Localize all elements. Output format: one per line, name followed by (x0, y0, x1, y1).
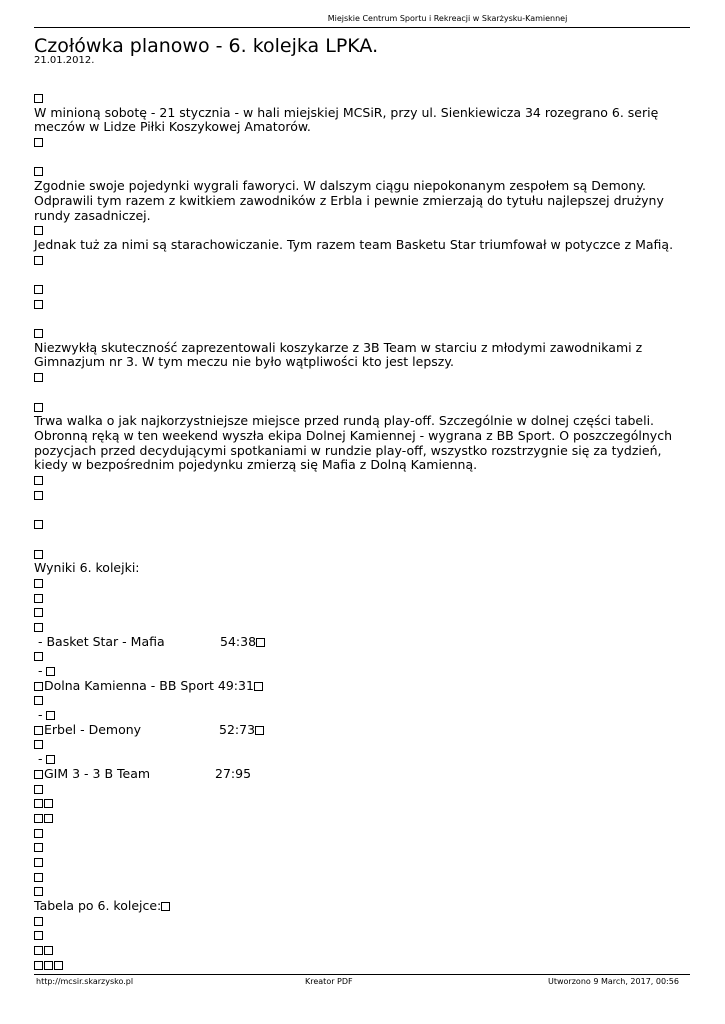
placeholder-box-icon (44, 946, 53, 955)
placeholder-box-icon (161, 902, 170, 911)
placeholder-box-icon (34, 520, 43, 529)
box-line (34, 576, 684, 591)
box-line (34, 370, 684, 385)
dash: - (34, 663, 47, 678)
placeholder-box-icon (34, 814, 43, 823)
box-line (34, 400, 684, 415)
placeholder-box-icon (34, 94, 43, 103)
box-line (34, 693, 684, 708)
result-match: - Basket Star - Mafia (34, 633, 165, 649)
placeholder-box-icon (34, 785, 43, 794)
result-score: 52:73 (219, 721, 256, 737)
result-row (34, 723, 684, 738)
dash-line (34, 664, 684, 679)
box-line (34, 297, 684, 312)
placeholder-box-icon (34, 550, 43, 559)
box-line (34, 473, 684, 488)
footer-generator: Kreator PDF (305, 977, 353, 986)
box-line (34, 517, 684, 532)
placeholder-box-icon (34, 491, 43, 500)
placeholder-box-icon (34, 682, 43, 691)
box-line (34, 796, 684, 811)
paragraph-favorites: Zgodnie swoje pojedynki wygrali faworyci. W dalszym ciągu niepokonanym zespołem są Demony. Odprawili tym razem z kwitkiem zawodników z Erbla i pewnie zmierzają do tytułu najlepszej drużyny rundy zasadniczej. (34, 178, 664, 223)
placeholder-box-icon (34, 285, 43, 294)
box-line (34, 223, 684, 238)
placeholder-box-icon (34, 799, 43, 808)
result-row (34, 767, 684, 782)
box-line (34, 855, 684, 870)
result-score: 27:95 (215, 765, 252, 781)
box-line (34, 914, 684, 929)
article-date: 21.01.2012. (34, 55, 95, 66)
box-line (34, 135, 684, 150)
box-line (34, 884, 684, 899)
placeholder-box-icon (256, 638, 265, 647)
placeholder-box-icon (34, 167, 43, 176)
placeholder-box-icon (34, 873, 43, 882)
placeholder-box-icon (34, 946, 43, 955)
placeholder-box-icon (34, 961, 43, 970)
paragraph-intro: W minioną sobotę - 21 stycznia - w hali miejskiej MCSiR, przy ul. Sienkiewicza 34 rozegrano 6. serię meczów w Lidze Piłki Koszykowej Amatorów. (34, 104, 659, 135)
dash: - (34, 751, 47, 767)
box-line (34, 253, 684, 268)
placeholder-box-icon (34, 829, 43, 838)
result-match: Dolna Kamienna - BB Sport (44, 677, 214, 693)
result-match: GIM 3 - 3 B Team (44, 765, 151, 781)
header-divider (34, 27, 690, 28)
box-line (34, 811, 684, 826)
result-row (34, 635, 684, 650)
placeholder-box-icon (34, 579, 43, 588)
placeholder-box-icon (46, 711, 55, 720)
footer-url[interactable]: http://mcsir.skarzysko.pl (36, 977, 134, 986)
placeholder-box-icon (34, 608, 43, 617)
placeholder-box-icon (34, 594, 43, 603)
placeholder-box-icon (54, 961, 63, 970)
placeholder-box-icon (34, 740, 43, 749)
placeholder-box-icon (34, 726, 43, 735)
box-line (34, 928, 684, 943)
page-title: Czołówka planowo - 6. kolejka LPKA. (34, 35, 379, 57)
placeholder-box-icon (34, 256, 43, 265)
placeholder-box-icon (34, 373, 43, 382)
placeholder-box-icon (34, 843, 43, 852)
placeholder-box-icon (46, 755, 55, 764)
placeholder-box-icon (46, 667, 55, 676)
box-line (34, 605, 684, 620)
placeholder-box-icon (34, 623, 43, 632)
placeholder-box-icon (34, 300, 43, 309)
dash: - (34, 707, 47, 723)
box-line (34, 943, 684, 958)
results-heading: Wyniki 6. kolejki: (34, 560, 140, 576)
placeholder-box-icon (254, 682, 263, 691)
placeholder-box-icon (34, 138, 43, 147)
placeholder-box-icon (34, 917, 43, 926)
footer-divider (34, 974, 690, 975)
paragraph-3b-team: Niezwykłą skuteczność zaprezentowali koszykarze z 3B Team w starciu z młodymi zawodnikami z Gimnazjum nr 3. W tym meczu nie było wątpliwości kto jest lepszy. (34, 339, 643, 370)
box-line (34, 737, 684, 752)
paragraph-playoff: Trwa walka o jak najkorzystniejsze miejsce przed rundą play-off. Szczególnie w dolnej części tabeli. Obronną ręką w ten weekend wyszła ekipa Dolnej Kamiennej - wygrana z BB Sport. O poszczególnych pozycjach przed decydującymi spotkaniami w rundzie play-off, wszystko rozstrzygnie się za tydzień, kiedy w bezpośrednim pojedynku zmierzą się Mafia z Dolną Kamienną. (34, 413, 673, 473)
dash-line (34, 708, 684, 723)
placeholder-box-icon (44, 799, 53, 808)
box-line (34, 620, 684, 635)
placeholder-box-icon (34, 696, 43, 705)
placeholder-box-icon (34, 931, 43, 940)
box-line (34, 164, 684, 179)
placeholder-box-icon (34, 329, 43, 338)
placeholder-box-icon (34, 652, 43, 661)
header-site-name: Miejskie Centrum Sportu i Rekreacji w Skarżysku-Kamiennej (327, 14, 568, 23)
placeholder-box-icon (255, 726, 264, 735)
placeholder-box-icon (34, 403, 43, 412)
placeholder-box-icon (44, 814, 53, 823)
box-line (34, 282, 684, 297)
placeholder-box-icon (34, 476, 43, 485)
box-line (34, 649, 684, 664)
box-line (34, 782, 684, 797)
placeholder-box-icon (34, 226, 43, 235)
table-heading: Tabela po 6. kolejce: (34, 899, 684, 914)
box-line (34, 91, 684, 106)
box-line (34, 826, 684, 841)
box-line (34, 591, 684, 606)
result-score: 49:31 (217, 677, 254, 693)
result-match: Erbel - Demony (44, 721, 142, 737)
result-row (34, 679, 684, 694)
placeholder-box-icon (44, 961, 53, 970)
footer-created: Utworzono 9 March, 2017, 00:56 (548, 977, 679, 986)
paragraph-starachowice: Jednak tuż za nimi są starachowiczanie. Tym razem team Basketu Star triumfował w potyczce z Mafią. (34, 236, 674, 252)
article-body (34, 91, 684, 972)
result-score: 54:38 (220, 633, 257, 649)
box-line (34, 326, 684, 341)
box-line (34, 488, 684, 503)
box-line (34, 870, 684, 885)
box-line (34, 840, 684, 855)
box-line (34, 547, 684, 562)
dash-line (34, 752, 684, 767)
placeholder-box-icon (34, 770, 43, 779)
placeholder-box-icon (34, 887, 43, 896)
box-line (34, 958, 684, 973)
placeholder-box-icon (34, 858, 43, 867)
